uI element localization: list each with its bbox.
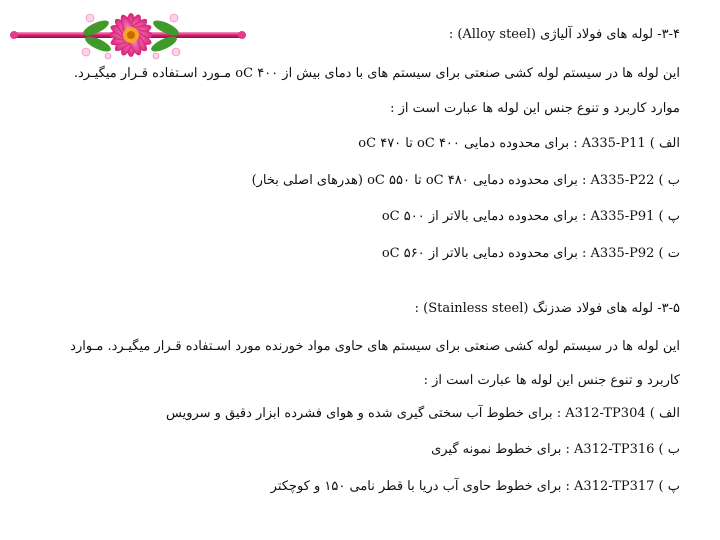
- alloy-steel-paragraph: این لوله ها در سیستم لوله کشی صنعتی برای سیستم های با دمای بیش از ۴۰۰ oC مـورد اسـتفاده قـرار میگیـرد.: [73, 66, 680, 81]
- flower-divider-icon: [8, 8, 248, 64]
- section-heading-alloy-steel: ۳-۴- لوله های فولاد آلیاژی (Alloy steel) :: [448, 27, 680, 42]
- stainless-steel-paragraph-line1: این لوله ها در سیستم لوله کشی صنعتی برای سیستم های حاوی مواد خورنده مورد اسـتفاده قـرار میگیـرد. مـوارد: [70, 339, 680, 354]
- alloy-steel-item-p92: ت ) A335-P92 : برای محدوده دمایی بالاتر از ۵۶۰ oC: [381, 246, 680, 261]
- alloy-steel-item-p11: الف ) A335-P11 : برای محدوده دمایی ۴۰۰ oC تا ۴۷۰ oC: [358, 136, 680, 151]
- stainless-steel-item-tp316: ب ) A312-TP316 : برای خطوط نمونه گیری: [431, 442, 680, 457]
- stainless-steel-item-tp304: الف ) A312-TP304 : برای خطوط آب سختی گیری شده و هوای فشرده ابزار دقیق و سرویس: [166, 406, 680, 421]
- alloy-steel-item-p22: ب ) A335-P22 : برای محدوده دمایی ۴۸۰ oC تا ۵۵۰ oC (هدرهای اصلی بخار): [251, 173, 680, 188]
- stainless-steel-item-tp317: پ ) A312-TP317 : برای خطوط حاوی آب دریا با قطر نامی ۱۵۰ و کوچکتر: [270, 479, 680, 494]
- alloy-steel-item-p91: پ ) A335-P91 : برای محدوده دمایی بالاتر از ۵۰۰ oC: [381, 209, 680, 224]
- section-heading-stainless-steel: ۳-۵- لوله های فولاد ضدزنگ (Stainless steel) :: [414, 301, 680, 316]
- stainless-steel-paragraph-line2: کاربرد و تنوع جنس این لوله ها عبارت است از :: [423, 373, 680, 388]
- alloy-steel-intro: موارد کاربرد و تنوع جنس این لوله ها عبارت است از :: [390, 101, 680, 116]
